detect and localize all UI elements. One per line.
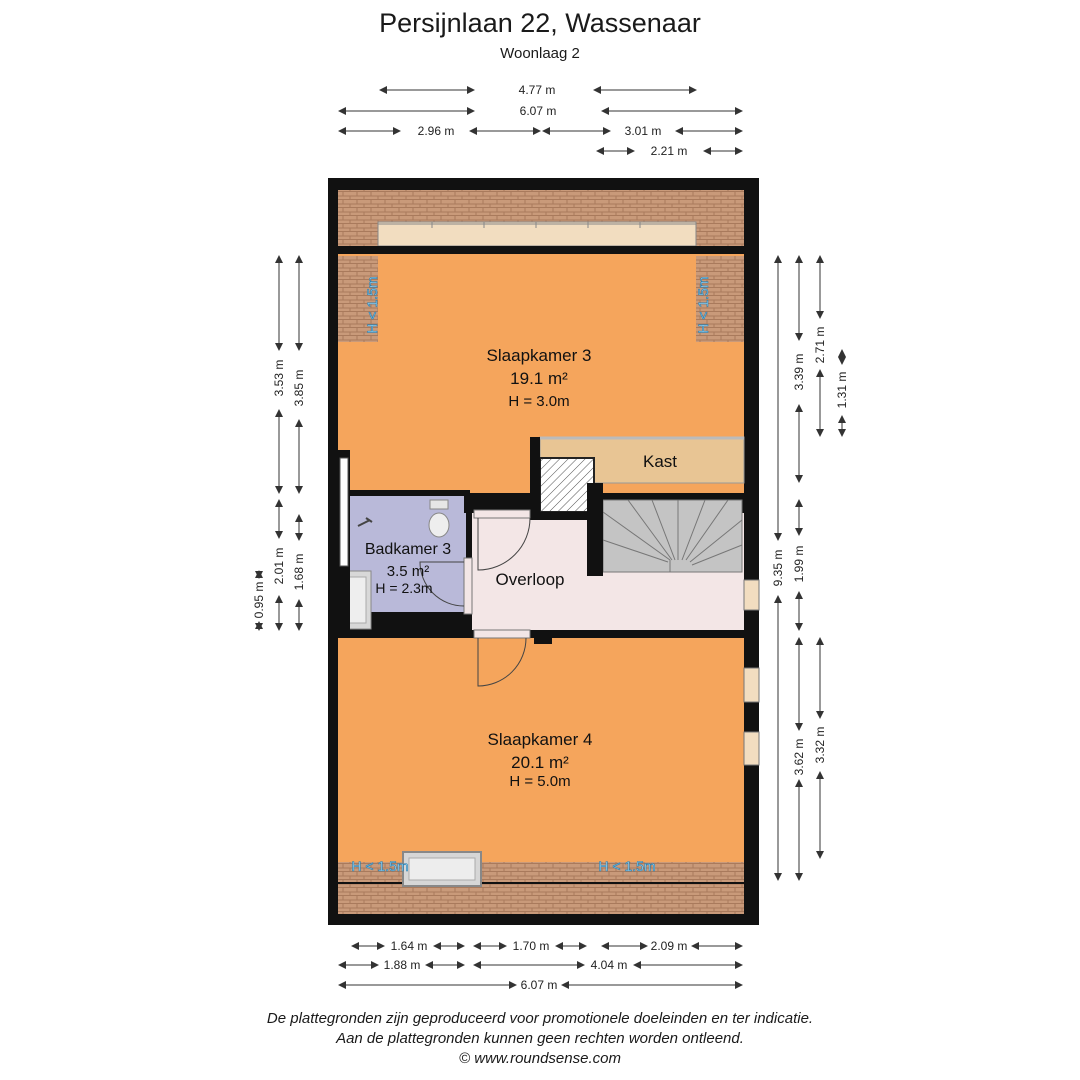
low-ceiling-label-right: H < 1.5m (695, 276, 711, 334)
slaapkamer-3-name: Slaapkamer 3 (486, 346, 592, 365)
dim-top-2-96: 2.96 m (417, 124, 455, 138)
window-east-1 (744, 580, 759, 610)
dim-right-3-32: 3.32 m (813, 726, 827, 764)
badkamer-3-name: Badkamer 3 (364, 541, 452, 558)
badkamer-3-height: H = 2.3m (375, 580, 433, 596)
dim-right-2-71: 2.71 m (813, 326, 827, 364)
plan-subtitle: Woonlaag 2 (500, 45, 580, 62)
dim-bottom-1-64: 1.64 m (390, 939, 428, 953)
dim-top-6-07: 6.07 m (519, 104, 557, 118)
dim-top-2-21: 2.21 m (650, 144, 688, 158)
dim-right-1-99: 1.99 m (792, 545, 806, 583)
dim-bottom-1-70: 1.70 m (512, 939, 550, 953)
dim-left-0-95: 0.95 m (252, 581, 266, 619)
dim-top-3-01: 3.01 m (624, 124, 662, 138)
overloop-name: Overloop (495, 570, 565, 589)
disclaimer-line-2: Aan de plattegronden kunnen geen rechten worden ontleend. (336, 1030, 744, 1047)
window-east-2 (744, 668, 759, 702)
door-slaapkamer-4 (474, 630, 530, 638)
dim-left-1-68: 1.68 m (292, 553, 306, 591)
copyright-line: © www.roundsense.com (459, 1050, 621, 1067)
kast-name: Kast (642, 452, 678, 471)
slaapkamer-3-height: H = 3.0m (508, 393, 570, 410)
dim-right-3-62: 3.62 m (792, 738, 806, 776)
window-east-3 (744, 732, 759, 765)
dim-bottom-2-09: 2.09 m (650, 939, 688, 953)
staircase (603, 500, 742, 572)
roof-area-bottom (338, 884, 744, 914)
slaapkamer-4-height: H = 5.0m (509, 773, 571, 790)
dim-bottom-6-07: 6.07 m (520, 978, 558, 992)
shaft (540, 458, 594, 512)
disclaimer-line-1: De plattegronden zijn geproduceerd voor promotionele doeleinden en ter indicatie. (266, 1010, 814, 1027)
slaapkamer-4-name: Slaapkamer 4 (487, 730, 593, 749)
toilet (429, 513, 449, 537)
badkamer-3-area: 3.5 m² (386, 563, 430, 580)
slaapkamer-3-area: 19.1 m² (510, 369, 568, 388)
low-ceiling-label-bottom-left: H < 1.5m (351, 858, 409, 874)
door-badkamer-3 (464, 558, 472, 614)
dim-right-9-35: 9.35 m (771, 549, 785, 587)
slaapkamer-4-area: 20.1 m² (511, 753, 569, 772)
dim-bottom-4-04: 4.04 m (590, 958, 628, 972)
dim-bottom-1-88: 1.88 m (383, 958, 421, 972)
plan-title: Persijnlaan 22, Wassenaar (379, 8, 701, 38)
dim-top-4-77: 4.77 m (518, 83, 556, 97)
door-slaapkamer-3 (474, 510, 530, 518)
dim-right-3-39: 3.39 m (792, 353, 806, 391)
dim-left-3-85: 3.85 m (292, 369, 306, 407)
dim-left-2-01: 2.01 m (272, 547, 286, 585)
dim-left-3-53: 3.53 m (272, 359, 286, 397)
dormer-window-top (378, 222, 696, 246)
low-ceiling-label-bottom-right: H < 1.5m (598, 858, 656, 874)
low-ceiling-label-left: H < 1.5m (364, 276, 380, 334)
dim-right-1-31: 1.31 m (835, 371, 849, 409)
